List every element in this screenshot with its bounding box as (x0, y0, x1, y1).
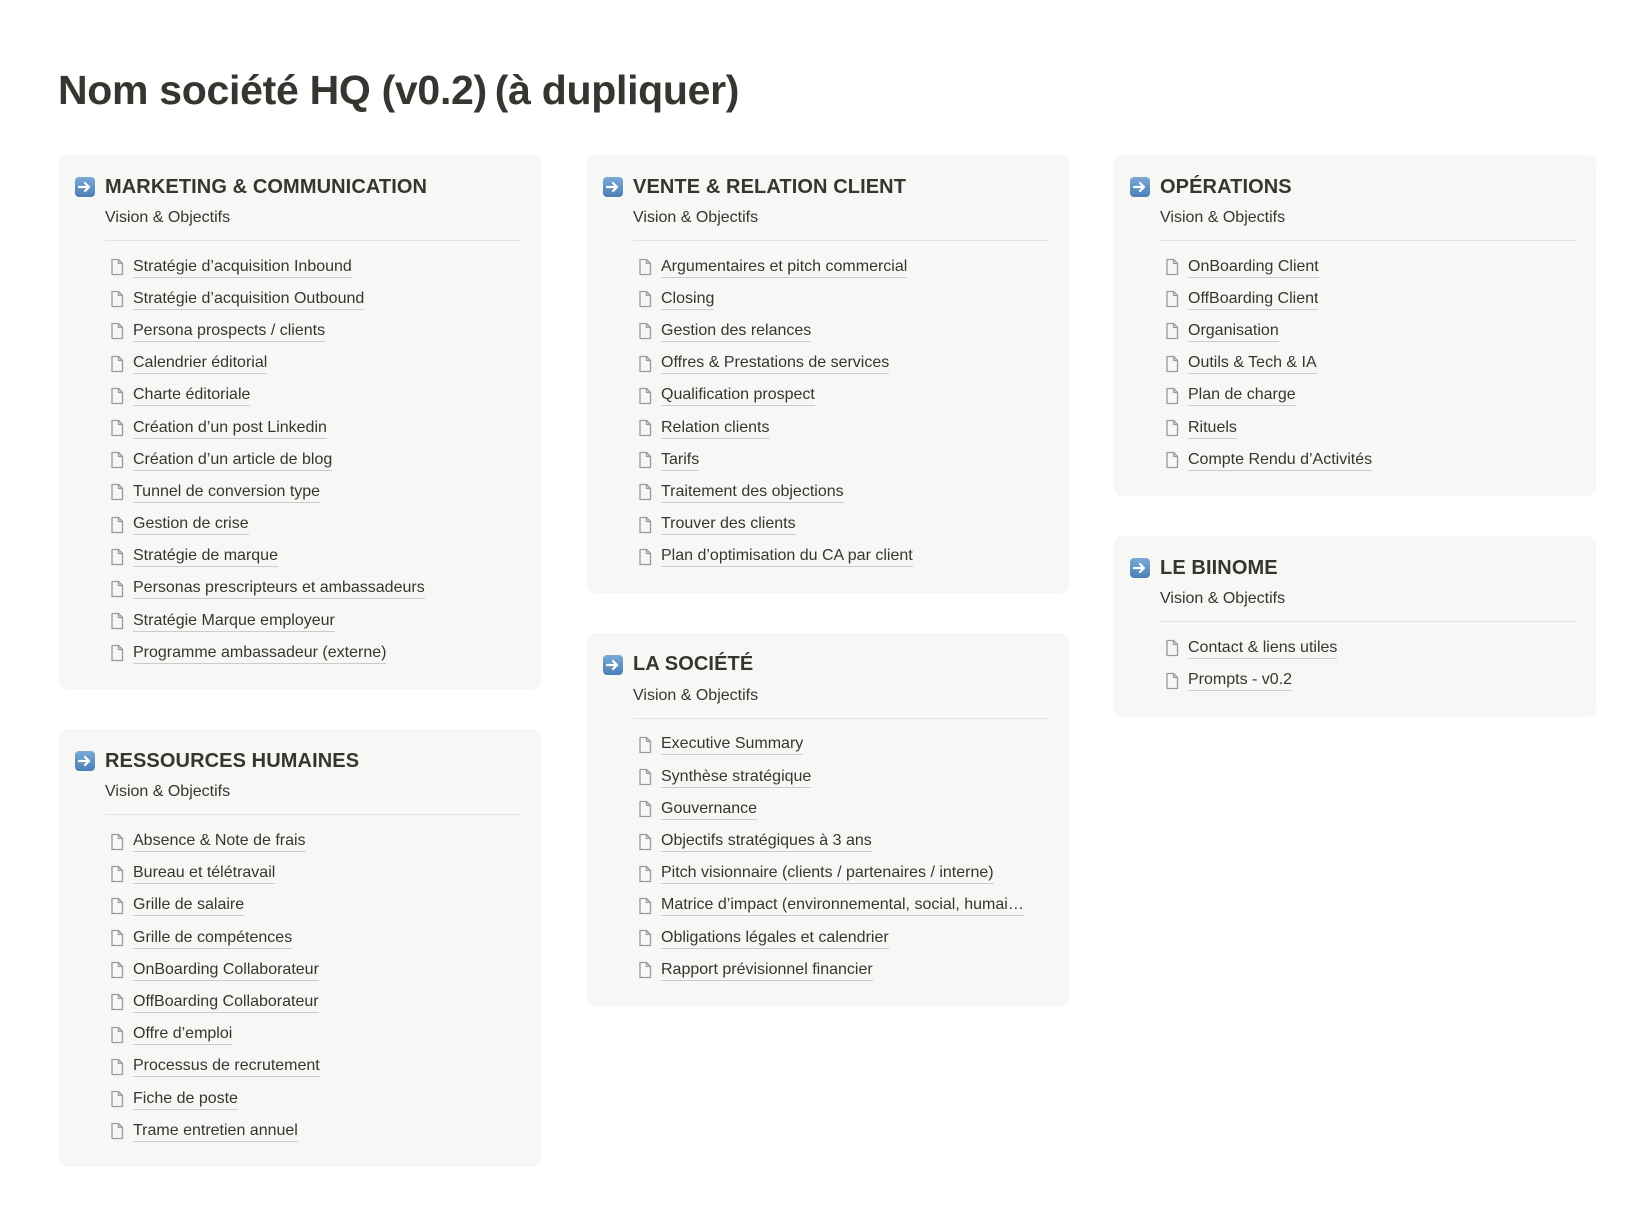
page-link-matrice-d-impact-environnemental-social-humai[interactable] (633, 890, 1049, 922)
column-2 (587, 155, 1069, 1046)
page-icon (637, 387, 653, 405)
page-link-label[interactable]: Bureau et télétravail (133, 863, 275, 884)
page-link-grille-de-competences[interactable] (105, 922, 521, 954)
page-link-label[interactable]: Rituels (1188, 418, 1237, 439)
page-link-label[interactable]: Grille de salaire (133, 895, 244, 916)
page-link-label[interactable]: Argumentaires et pitch commercial (661, 257, 907, 278)
page-link-persona-prospects-clients[interactable] (105, 315, 521, 347)
page-link-offre-d-emploi[interactable] (105, 1019, 521, 1051)
page-icon (1164, 290, 1180, 308)
card-header[interactable] (1130, 173, 1576, 201)
page-link-rapport-previsionnel-financier[interactable] (633, 954, 1049, 986)
page-list (105, 825, 521, 1147)
page-link-label[interactable]: Processus de recrutement (133, 1056, 320, 1077)
page-link-label[interactable]: Plan de charge (1188, 385, 1296, 406)
page-link-label[interactable]: Synthèse stratégique (661, 767, 811, 788)
page-link-label[interactable]: Gestion des relances (661, 321, 811, 342)
page-icon (637, 483, 653, 501)
card-title[interactable]: LA SOCIÉTÉ (633, 653, 754, 676)
page-icon (109, 993, 125, 1011)
page-link-label[interactable]: Objectifs stratégiques à 3 ans (661, 831, 872, 852)
page-list (633, 251, 1049, 573)
arrow-right-icon (1130, 177, 1150, 197)
page-link-plan-de-charge[interactable] (1160, 380, 1576, 412)
page-icon (109, 387, 125, 405)
page-icon (109, 929, 125, 947)
card-operations (1114, 155, 1596, 496)
page-link-personas-prescripteurs-et-ambassadeurs[interactable] (105, 573, 521, 605)
page-icon (1164, 387, 1180, 405)
page-icon (637, 258, 653, 276)
arrow-right-icon (1130, 558, 1150, 578)
page-link-label[interactable]: Création d’un article de blog (133, 450, 332, 471)
page-link-label[interactable]: Stratégie d’acquisition Inbound (133, 257, 352, 278)
page-link-offboarding-client[interactable] (1160, 283, 1576, 315)
card-subtitle: Vision & Objectifs (633, 686, 759, 704)
page-link-onboarding-collaborateur[interactable] (105, 954, 521, 986)
page-link-label[interactable]: OnBoarding Client (1188, 257, 1319, 278)
card-title[interactable]: LE BIINOME (1160, 556, 1278, 579)
arrow-right-icon (75, 177, 95, 197)
page-link-prompts-v0-2[interactable] (1160, 665, 1576, 697)
page-link-gestion-de-crise[interactable] (105, 509, 521, 541)
page-link-label[interactable]: Persona prospects / clients (133, 321, 325, 342)
card-subtitle: Vision & Objectifs (1160, 590, 1286, 608)
card-ressources-humaines (59, 729, 541, 1167)
page-link-label[interactable]: Prompts - v0.2 (1188, 670, 1292, 691)
page-icon (1164, 451, 1180, 469)
page-icon (1164, 419, 1180, 437)
page-link-outils-tech-ia[interactable] (1160, 348, 1576, 380)
page-link-label[interactable]: Trame entretien annuel (133, 1121, 298, 1142)
page-link-label[interactable]: Stratégie d’acquisition Outbound (133, 289, 364, 310)
page-list (1160, 632, 1576, 696)
page-link-label[interactable]: Gestion de crise (133, 514, 249, 535)
page-icon (109, 1058, 125, 1076)
divider (1160, 240, 1576, 241)
page-icon (1164, 258, 1180, 276)
page-link-organisation[interactable] (1160, 315, 1576, 347)
page-link-label[interactable]: Gouvernance (661, 799, 757, 820)
page-icon (109, 580, 125, 598)
page-link-label[interactable]: Matrice d’impact (environnemental, social, humai… (661, 895, 1024, 916)
page-link-strategie-de-marque[interactable] (105, 541, 521, 573)
page-link-synthese-strategique[interactable] (633, 761, 1049, 793)
page-icon (109, 1122, 125, 1140)
page-icon (1164, 639, 1180, 657)
page-link-label[interactable]: Programme ambassadeur (externe) (133, 643, 386, 664)
page-link-offboarding-collaborateur[interactable] (105, 986, 521, 1018)
page-link-label[interactable]: Outils & Tech & IA (1188, 353, 1317, 374)
divider (633, 240, 1049, 241)
page-icon (109, 961, 125, 979)
page-link-offres-prestations-de-services[interactable] (633, 348, 1049, 380)
page-link-label[interactable]: Offre d’emploi (133, 1024, 232, 1045)
page-link-label[interactable]: Calendrier éditorial (133, 353, 267, 374)
page-icon (109, 516, 125, 534)
page-link-label[interactable]: OnBoarding Collaborateur (133, 960, 319, 981)
page-link-rituels[interactable] (1160, 412, 1576, 444)
page-link-label[interactable]: Closing (661, 289, 714, 310)
card-le-biinome (1114, 536, 1596, 716)
page-icon (109, 897, 125, 915)
page-title: Nom société HQ (v0.2) (à dupliquer) (58, 67, 740, 113)
page-link-bureau-et-teletravail[interactable] (105, 858, 521, 890)
page-icon (637, 865, 653, 883)
page-link-creation-d-un-article-de-blog[interactable] (105, 444, 521, 476)
page-link-qualification-prospect[interactable] (633, 380, 1049, 412)
column-3 (1114, 155, 1596, 757)
page-link-label[interactable]: Executive Summary (661, 734, 803, 755)
page-link-relation-clients[interactable] (633, 412, 1049, 444)
card-title[interactable]: MARKETING & COMMUNICATION (105, 175, 428, 198)
card-vente-relation-client (587, 155, 1069, 593)
page-link-label[interactable]: Personas prescripteurs et ambassadeurs (133, 578, 425, 599)
page-icon (109, 451, 125, 469)
page-icon (637, 961, 653, 979)
column-1 (59, 155, 541, 1207)
page-link-fiche-de-poste[interactable] (105, 1083, 521, 1115)
page-link-grille-de-salaire[interactable] (105, 890, 521, 922)
page-icon (109, 1026, 125, 1044)
page-icon (637, 451, 653, 469)
arrow-right-icon (603, 655, 623, 675)
page-icon (637, 768, 653, 786)
arrow-right-icon (603, 177, 623, 197)
page-icon (637, 322, 653, 340)
page-icon (109, 322, 125, 340)
card-subtitle: Vision & Objectifs (105, 783, 231, 801)
page-link-pitch-visionnaire-clients-partenaires-interne[interactable] (633, 858, 1049, 890)
page-link-obligations-legales-et-calendrier[interactable] (633, 922, 1049, 954)
page-icon (637, 800, 653, 818)
page-link-label[interactable]: Trouver des clients (661, 514, 796, 535)
page-link-label[interactable]: Relation clients (661, 418, 770, 439)
page-icon (637, 833, 653, 851)
divider (105, 240, 521, 241)
page-icon (109, 644, 125, 662)
card-subtitle: Vision & Objectifs (1160, 209, 1286, 226)
card-subtitle: Vision & Objectifs (633, 209, 759, 226)
page-link-gestion-des-relances[interactable] (633, 315, 1049, 347)
page-link-label[interactable]: Obligations légales et calendrier (661, 928, 889, 949)
page-link-label[interactable]: Tarifs (661, 450, 699, 471)
page-link-strategie-d-acquisition-outbound[interactable] (105, 283, 521, 315)
page-icon (637, 548, 653, 566)
card-header[interactable] (75, 173, 521, 201)
divider (105, 814, 521, 815)
page-list (105, 251, 521, 669)
page-link-label[interactable]: Fiche de poste (133, 1089, 238, 1110)
page-link-label[interactable]: Plan d’optimisation du CA par client (661, 546, 913, 567)
page-link-processus-de-recrutement[interactable] (105, 1051, 521, 1083)
page-link-tunnel-de-conversion-type[interactable] (105, 476, 521, 508)
page-list (633, 729, 1049, 987)
page-link-label[interactable]: Traitement des objections (661, 482, 844, 503)
page-icon (109, 258, 125, 276)
page-icon (637, 516, 653, 534)
page-link-label[interactable]: Absence & Note de frais (133, 831, 306, 852)
page-icon (109, 548, 125, 566)
page-link-compte-rendu-d-activites[interactable] (1160, 444, 1576, 476)
page-icon (109, 1090, 125, 1108)
page-link-tarifs[interactable] (633, 444, 1049, 476)
page-link-label[interactable]: Tunnel de conversion type (133, 482, 320, 503)
page-link-executive-summary[interactable] (633, 729, 1049, 761)
page-link-label[interactable]: Offres & Prestations de services (661, 353, 889, 374)
page-icon (109, 483, 125, 501)
card-subtitle: Vision & Objectifs (105, 209, 231, 226)
page-link-label[interactable]: Grille de compétences (133, 928, 292, 949)
page-link-absence-note-de-frais[interactable] (105, 825, 521, 857)
page-link-label[interactable]: OffBoarding Client (1188, 289, 1318, 310)
page-link-label[interactable]: Rapport prévisionnel financier (661, 960, 873, 981)
page-icon (109, 355, 125, 373)
page-link-plan-d-optimisation-du-ca-par-client[interactable] (633, 541, 1049, 573)
page-link-label[interactable]: Contact & liens utiles (1188, 638, 1337, 659)
page-icon (1164, 322, 1180, 340)
page-link-label[interactable]: Charte éditoriale (133, 385, 250, 406)
page-link-charte-editoriale[interactable] (105, 380, 521, 412)
card-marketing-communication (59, 155, 541, 689)
page-icon (637, 355, 653, 373)
page-icon (109, 290, 125, 308)
page-icon (637, 929, 653, 947)
page-link-label[interactable]: Qualification prospect (661, 385, 815, 406)
page-link-trame-entretien-annuel[interactable] (105, 1115, 521, 1147)
card-header[interactable] (1130, 554, 1576, 582)
page-link-calendrier-editorial[interactable] (105, 348, 521, 380)
page-icon (1164, 672, 1180, 690)
page-icon (109, 419, 125, 437)
page-icon (109, 612, 125, 630)
page-icon (1164, 355, 1180, 373)
page-link-onboarding-client[interactable] (1160, 251, 1576, 283)
page-link-label[interactable]: Stratégie de marque (133, 546, 278, 567)
page-link-contact-liens-utiles[interactable] (1160, 632, 1576, 664)
page-icon (637, 290, 653, 308)
page-link-gouvernance[interactable] (633, 793, 1049, 825)
card-header[interactable] (75, 747, 521, 775)
page-link-creation-d-un-post-linkedin[interactable] (105, 412, 521, 444)
page-link-label[interactable]: Pitch visionnaire (clients / partenaires / interne) (661, 863, 994, 884)
card-la-societe (587, 633, 1069, 1007)
page-link-strategie-marque-employeur[interactable] (105, 605, 521, 637)
card-title[interactable]: OPÉRATIONS (1160, 175, 1292, 198)
page-list (1160, 251, 1576, 476)
page-link-label[interactable]: Compte Rendu d’Activités (1188, 450, 1372, 471)
page-link-argumentaires-et-pitch-commercial[interactable] (633, 251, 1049, 283)
divider (1160, 621, 1576, 622)
page-link-label[interactable]: Organisation (1188, 321, 1279, 342)
page-link-objectifs-strategiques-a-3-ans[interactable] (633, 825, 1049, 857)
page-link-programme-ambassadeur-externe[interactable] (105, 637, 521, 669)
arrow-right-icon (75, 751, 95, 771)
divider (633, 718, 1049, 719)
page-icon (637, 736, 653, 754)
page-icon (637, 419, 653, 437)
page-icon (637, 897, 653, 915)
page-icon (109, 833, 125, 851)
page-link-trouver-des-clients[interactable] (633, 509, 1049, 541)
page-link-label[interactable]: OffBoarding Collaborateur (133, 992, 319, 1013)
page-link-strategie-d-acquisition-inbound[interactable] (105, 251, 521, 283)
page-icon (109, 865, 125, 883)
page-link-traitement-des-objections[interactable] (633, 476, 1049, 508)
card-header[interactable] (603, 173, 1049, 201)
card-header[interactable] (603, 651, 1049, 679)
card-title[interactable]: RESSOURCES HUMAINES (105, 749, 360, 772)
page-link-label[interactable]: Création d’un post Linkedin (133, 418, 327, 439)
page-link-closing[interactable] (633, 283, 1049, 315)
page-link-label[interactable]: Stratégie Marque employeur (133, 611, 335, 632)
card-title[interactable]: VENTE & RELATION CLIENT (633, 175, 907, 198)
